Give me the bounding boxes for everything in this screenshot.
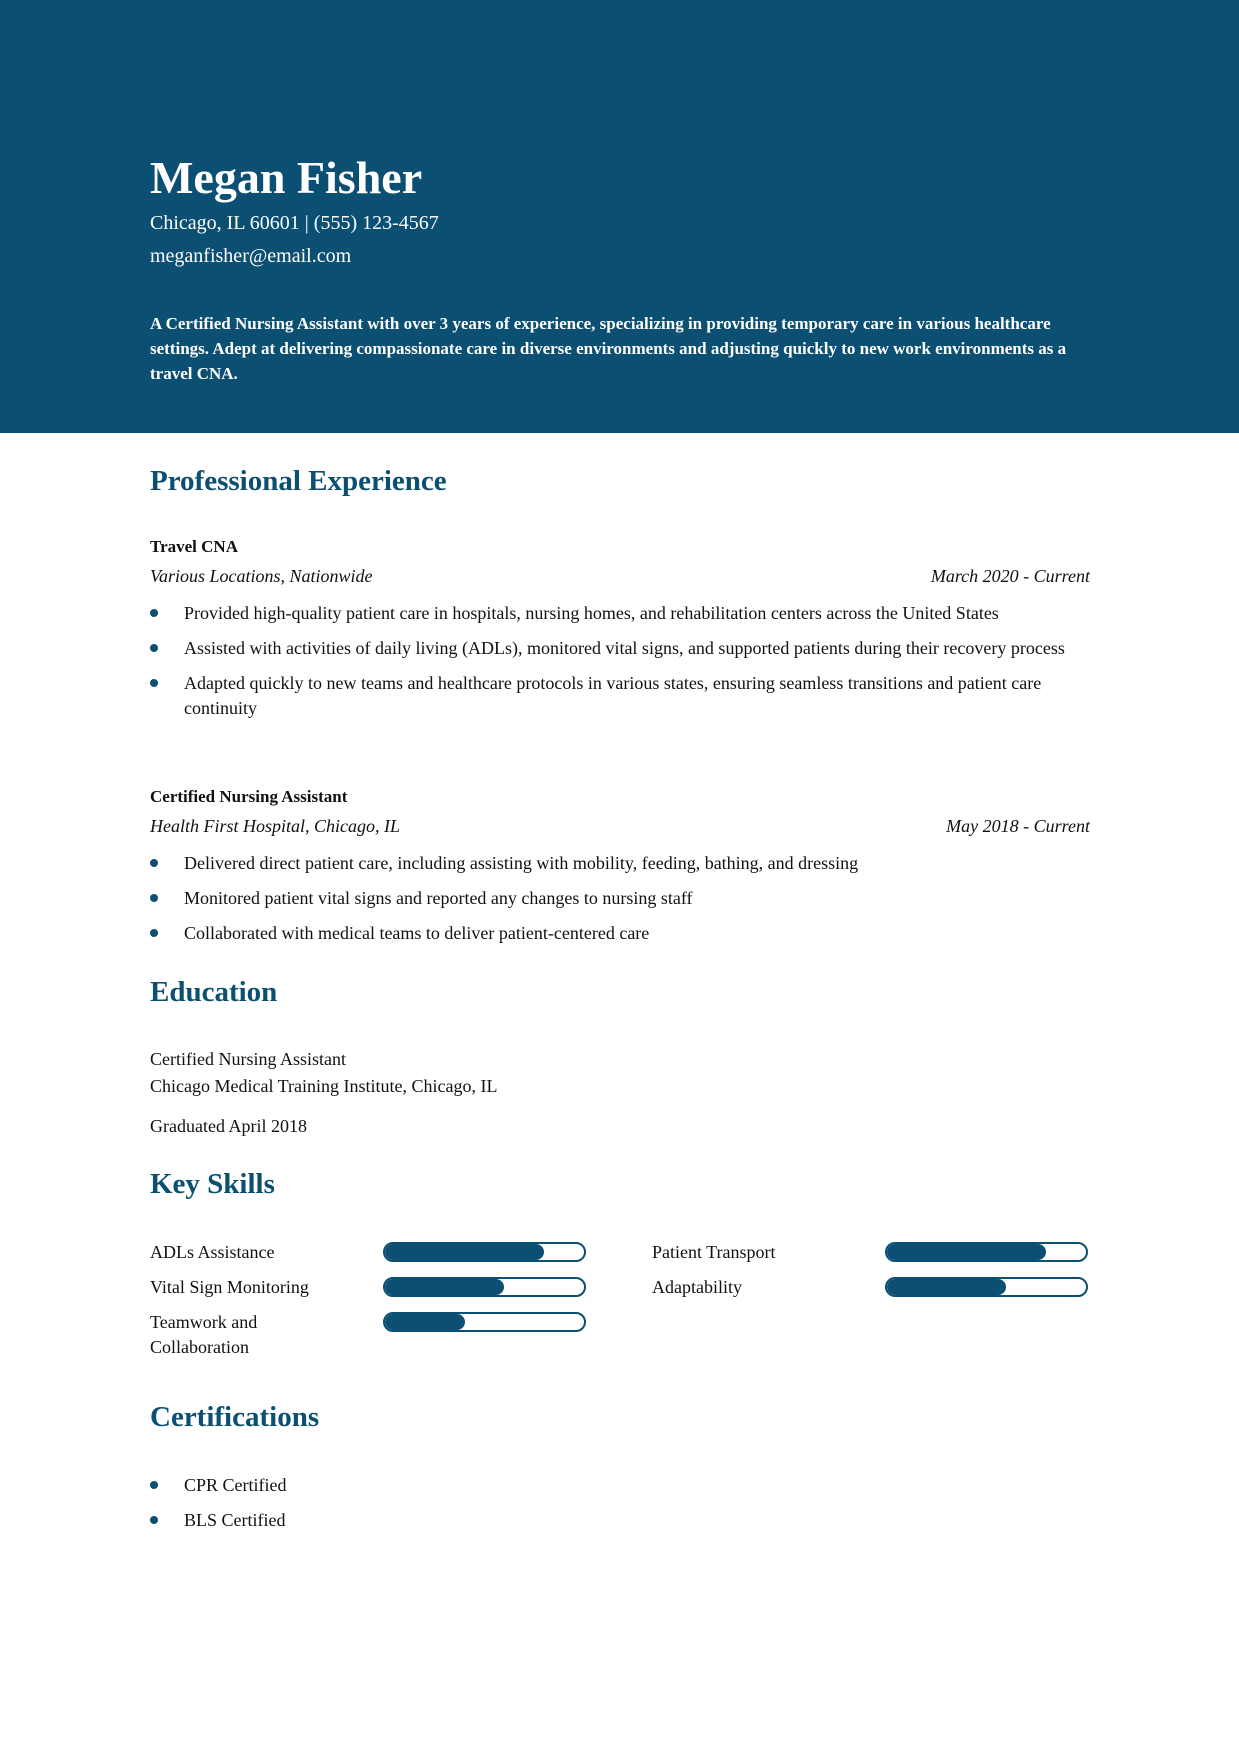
certifications-heading: Certifications	[150, 1401, 320, 1433]
skill-label: Teamwork and Collaboration	[150, 1312, 258, 1357]
summary: A Certified Nursing Assistant with over 3 years of experience, specializing in providing temporary care in various healthcare settings. Adept at delivering compassionate care in diverse environments and adjusting quickly to new work environments as a travel CNA.	[150, 314, 1067, 383]
skills-heading: Key Skills	[150, 1168, 275, 1200]
job-title: Travel CNA	[150, 537, 238, 556]
email: meganfisher@email.com	[150, 245, 352, 267]
list-item: Monitored patient vital signs and reported any changes to nursing staff	[150, 886, 1090, 911]
skill-label: Adaptability	[652, 1277, 742, 1297]
certifications-list	[150, 1473, 1090, 1533]
bullet-icon	[150, 679, 158, 687]
skill-bar-fill	[385, 1279, 504, 1295]
bullet-icon	[150, 894, 158, 902]
list-item: BLS Certified	[150, 1508, 1090, 1533]
list-item: Adapted quickly to new teams and healthcare protocols in various states, ensuring seamless transitions and patient care continuity	[150, 671, 1090, 721]
job-bullets	[150, 601, 1090, 721]
bullet-icon	[150, 929, 158, 937]
job-location: Various Locations, Nationwide	[150, 566, 373, 586]
skill-bar-fill	[887, 1244, 1046, 1260]
contact-line: Chicago, IL 60601 | (555) 123-4567	[150, 212, 439, 234]
candidate-name: Megan Fisher	[150, 152, 423, 203]
bullet-icon	[150, 1481, 158, 1489]
bullet-icon	[150, 859, 158, 867]
list-item: Provided high-quality patient care in hospitals, nursing homes, and rehabilitation centers across the United States	[150, 601, 1090, 626]
list-item: Assisted with activities of daily living (ADLs), monitored vital signs, and supported patients during their recovery process	[150, 636, 1090, 661]
skill-bar-fill	[385, 1314, 465, 1330]
job-dates: March 2020 - Current	[930, 566, 1090, 586]
list-item: Collaborated with medical teams to deliver patient-centered care	[150, 921, 1090, 946]
education-degree: Certified Nursing Assistant	[150, 1049, 346, 1069]
bullet-icon	[150, 644, 158, 652]
education-graduated: Graduated April 2018	[150, 1116, 307, 1136]
list-item: CPR Certified	[150, 1473, 1090, 1498]
skill-label: Patient Transport	[652, 1242, 776, 1262]
job-location: Health First Hospital, Chicago, IL	[150, 816, 401, 836]
list-item: Delivered direct patient care, including assisting with mobility, feeding, bathing, and dressing	[150, 851, 1090, 876]
bullet-icon	[150, 1516, 158, 1524]
job-title: Certified Nursing Assistant	[150, 787, 348, 806]
skill-bar	[383, 1277, 586, 1297]
skill-bar-fill	[887, 1279, 1006, 1295]
skill-bar	[885, 1242, 1088, 1262]
bullet-icon	[150, 609, 158, 617]
experience-heading: Professional Experience	[150, 465, 447, 497]
skill-bar	[383, 1312, 586, 1332]
skill-bar-fill	[385, 1244, 544, 1260]
skill-label: Vital Sign Monitoring	[150, 1277, 309, 1297]
skill-label: ADLs Assistance	[150, 1242, 275, 1262]
job-bullets	[150, 851, 1090, 946]
education-heading: Education	[150, 976, 278, 1008]
header-banner	[0, 0, 1239, 433]
education-school: Chicago Medical Training Institute, Chicago, IL	[150, 1076, 498, 1096]
job-dates: May 2018 - Current	[946, 816, 1090, 836]
skill-bar	[885, 1277, 1088, 1297]
skill-bar	[383, 1242, 586, 1262]
